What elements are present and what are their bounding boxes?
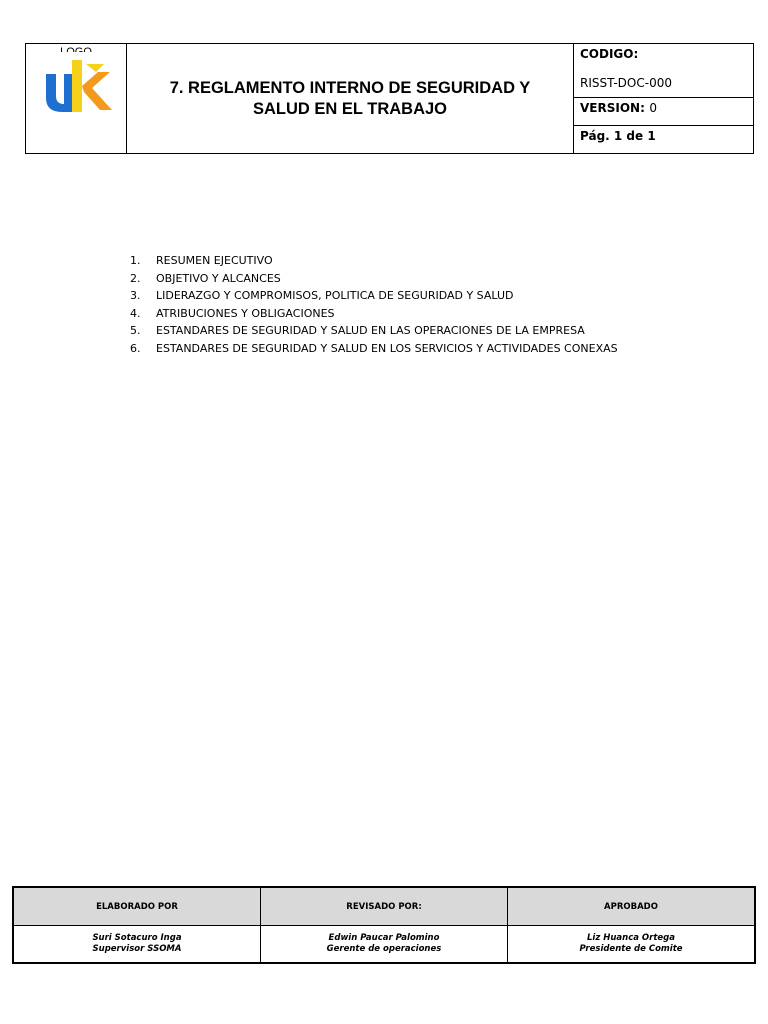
prepared-by-cell — [14, 926, 261, 963]
toc-item — [130, 340, 618, 358]
toc-number: 5. — [130, 324, 141, 338]
reviewed-by-name: Edwin Paucar Palomino — [328, 933, 440, 943]
document-title — [170, 78, 531, 120]
document-header — [25, 43, 754, 154]
code-label: CODIGO: — [580, 47, 639, 61]
prepared-by-name: Suri Sotacuro Inga — [92, 933, 182, 943]
toc-text: RESUMEN EJECUTIVO — [156, 254, 273, 267]
approval-header-row — [14, 888, 755, 926]
toc-item — [130, 287, 618, 305]
toc-item — [130, 305, 618, 323]
toc-number: 1. — [130, 254, 141, 267]
approved-by-role: Presidente de Comite — [579, 944, 683, 954]
approval-table — [12, 886, 756, 964]
version-cell — [574, 98, 753, 126]
toc-item — [130, 322, 618, 340]
toc-number: 2. — [130, 271, 141, 285]
toc-item — [130, 270, 618, 288]
page-number: Pág. 1 de 1 — [580, 129, 656, 143]
table-of-contents — [130, 252, 618, 358]
toc-text: LIDERAZGO Y COMPROMISOS, POLITICA DE SEGURIDAD Y SALUD — [156, 289, 514, 303]
prepared-by-header: ELABORADO POR — [14, 888, 261, 926]
logo-cell — [26, 44, 127, 153]
approved-by-name: Liz Huanca Ortega — [587, 933, 675, 943]
approved-by-header: APROBADO — [508, 888, 755, 926]
toc-text: OBJETIVO Y ALCANCES — [156, 271, 281, 285]
prepared-by-role: Supervisor SSOMA — [92, 944, 182, 954]
reviewed-by-role: Gerente de operaciones — [326, 944, 442, 954]
version-label: VERSION: — [580, 101, 645, 115]
toc-number: 3. — [130, 289, 141, 303]
title-line-1: 7. REGLAMENTO INTERNO DE SEGURIDAD Y — [169, 78, 531, 97]
toc-text: ATRIBUCIONES Y OBLIGACIONES — [156, 306, 335, 320]
reviewed-by-header: REVISADO POR: — [261, 888, 508, 926]
title-line-2: SALUD EN EL TRABAJO — [252, 99, 448, 118]
page-cell — [574, 126, 753, 153]
toc-text: ESTANDARES DE SEGURIDAD Y SALUD EN LOS SERVICIOS Y ACTIVIDADES CONEXAS — [156, 341, 618, 355]
toc-number: 4. — [130, 306, 141, 320]
toc-number: 6. — [130, 341, 141, 355]
title-cell — [127, 44, 574, 153]
code-value: RISST-DOC-000 — [580, 76, 672, 90]
toc-item — [130, 252, 618, 270]
version-value: 0 — [649, 101, 657, 115]
company-logo — [42, 52, 118, 114]
approval-names-row — [14, 926, 755, 963]
toc-text: ESTANDARES DE SEGURIDAD Y SALUD EN LAS OPERACIONES DE LA EMPRESA — [156, 324, 585, 338]
code-cell — [574, 44, 753, 98]
reviewed-by-cell — [261, 926, 508, 963]
document-meta — [574, 44, 753, 153]
approved-by-cell — [508, 926, 755, 963]
